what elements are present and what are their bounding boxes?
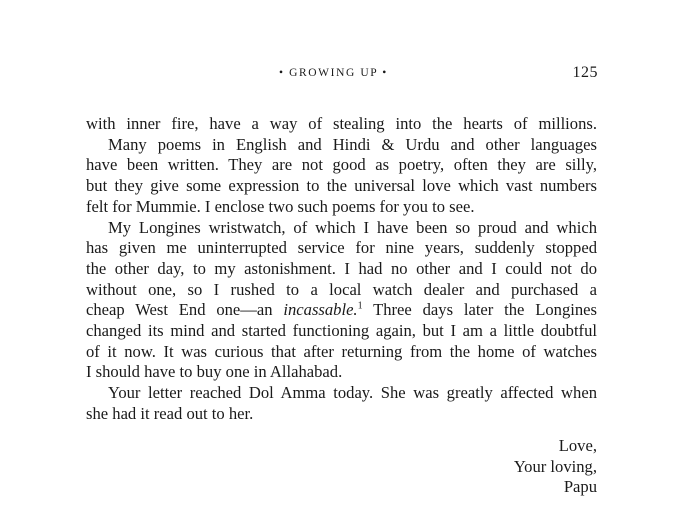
text-line: she had it read out to her.	[86, 403, 254, 423]
text-segment: cheap West End one—an	[86, 300, 284, 320]
text-line: without one, so I rushed to a local watch dealer and purchased a	[86, 279, 597, 299]
running-title: • GROWING UP •	[279, 67, 388, 79]
text-line: I should have to buy one in Allahabad.	[86, 362, 343, 382]
closing-salutation: Love,	[558, 436, 597, 455]
footnote-marker: 1	[357, 300, 363, 312]
text-segment: Three days later the Longines	[362, 300, 597, 320]
text-line: with inner fire, have a way of stealing into the hearts of millions.	[86, 114, 597, 133]
text-line: the other day, to my astonishment. I had no other and I could not do	[86, 258, 597, 278]
text-line: changed its mind and started functioning again, but I am a little doubtful	[86, 321, 597, 341]
running-head	[0, 64, 679, 84]
text-line: My Longines wristwatch, of which I have been so proud and which	[108, 217, 597, 237]
text-line	[86, 300, 597, 321]
italic-term: incassable.	[283, 300, 358, 320]
page-number: 125	[572, 64, 598, 81]
letter-closing	[514, 436, 597, 498]
closing-sign-off: Your loving,	[513, 456, 597, 476]
text-line: felt for Mummie. I enclose two such poems for you to see.	[86, 196, 475, 216]
text-line: of it now. It was curious that after returning from the home of watches	[86, 341, 597, 361]
text-line: have been written. They are not good as poetry, often they are silly,	[86, 155, 597, 175]
text-line: Many poems in English and Hindi & Urdu and other languages	[108, 134, 597, 154]
closing-signature: Papu	[563, 477, 597, 497]
text-line: has given me uninterrupted service for nine years, suddenly stopped	[86, 238, 597, 258]
text-line: but they give some expression to the universal love which vast numbers	[86, 176, 597, 196]
letter-body	[86, 114, 597, 425]
text-line: Your letter reached Dol Amma today. She was greatly affected when	[108, 383, 597, 403]
